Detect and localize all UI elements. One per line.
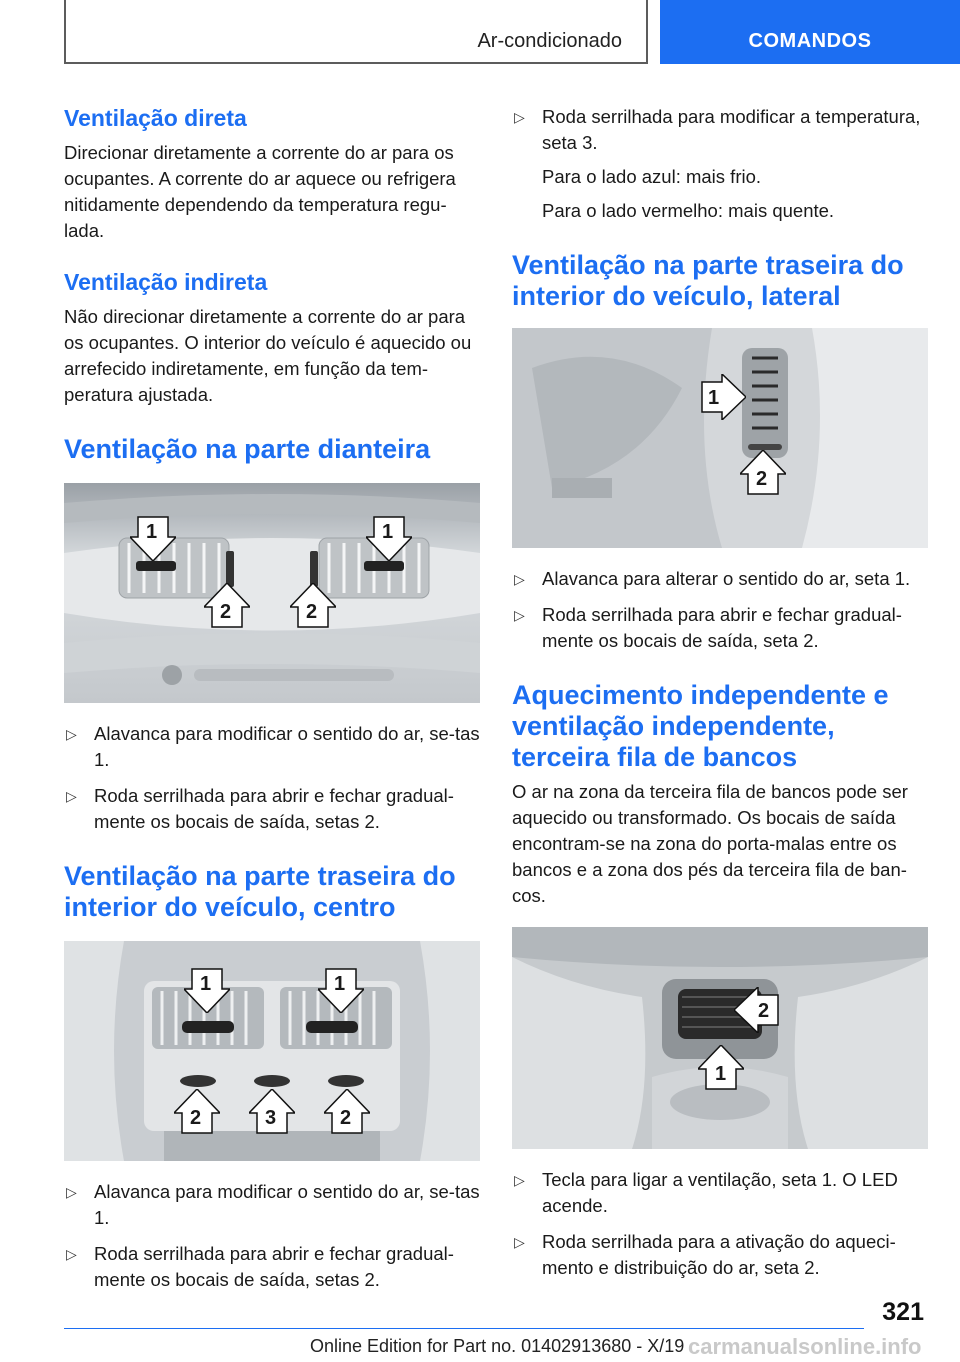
list-item: ▷ Roda serrilhada para modificar a temperatura, seta 3.	[514, 106, 921, 153]
arrow-label-3	[249, 1089, 295, 1135]
paragraph-direct-ventilation: Direcionar diretamente a corrente do ar para os ocupantes. A corrente do ar aquece ou refrigera nitidamente dependendo da temperatura regu-lada.	[64, 142, 456, 241]
list-item: ▷ Alavanca para modificar o sentido do ar, se-tas 1.	[66, 1181, 480, 1228]
third-row-vent-illustration	[512, 927, 928, 1149]
heading-third-row-climate: Aquecimento independente e ventilação independente, terceira fila de bancos	[512, 680, 889, 772]
triangle-bullet-icon: ▷	[66, 726, 77, 742]
list-item: ▷ Tecla para ligar a ventilação, seta 1. O LED acende.	[514, 1169, 898, 1216]
arrow-label-2	[740, 450, 786, 496]
third-row-climate-list	[512, 1167, 928, 1281]
front-ventilation-list	[64, 721, 480, 835]
arrow-label-1-right	[366, 515, 412, 561]
temperature-cold-note: Para o lado azul: mais frio.	[542, 166, 762, 187]
list-item: ▷ Roda serrilhada para a ativação do aqueci-mento e distribuição do ar, seta 2.	[514, 1231, 896, 1278]
triangle-bullet-icon: ▷	[514, 571, 525, 587]
footer-divider	[64, 1328, 864, 1329]
list-item: ▷ Roda serrilhada para abrir e fechar gradual-mente os bocais de saída, seta 2.	[514, 604, 902, 651]
arrow-label-1-left	[130, 515, 176, 561]
arrow-label-2-right	[324, 1089, 370, 1135]
arrow-left-icon	[734, 987, 780, 1033]
front-vents-photo	[64, 483, 480, 703]
rear-side-ventilation-list	[512, 566, 928, 654]
heading-front-ventilation: Ventilação na parte dianteira	[64, 434, 431, 464]
arrow-label-2-right	[290, 583, 336, 629]
heading-direct-ventilation: Ventilação direta	[64, 105, 247, 131]
triangle-bullet-icon: ▷	[514, 607, 525, 623]
paragraph-indirect-ventilation: Não direcionar diretamente a corrente do ar para os ocupantes. O interior do veículo é aquecido ou arrefecido indiretamente, em função da tem-peratura ajustada.	[64, 306, 472, 405]
triangle-bullet-icon: ▷	[66, 788, 77, 804]
arrow-label-2	[734, 987, 780, 1033]
arrow-right-icon	[700, 374, 746, 420]
arrow-number: 1	[200, 973, 212, 995]
arrow-number: 1	[334, 973, 346, 995]
list-item: ▷ Roda serrilhada para abrir e fechar gradual-mente os bocais de saída, setas 2.	[66, 785, 454, 832]
arrow-number: 2	[758, 1000, 770, 1022]
triangle-bullet-icon: ▷	[66, 1246, 77, 1262]
arrow-number: 1	[715, 1063, 727, 1085]
rear-side-vent-photo	[512, 328, 928, 548]
header-section-box	[64, 0, 648, 64]
arrow-number: 2	[306, 601, 318, 623]
arrow-label-1-right	[318, 967, 364, 1013]
front-vents-illustration	[64, 483, 480, 703]
left-column	[64, 104, 480, 1293]
arrow-number: 1	[146, 521, 158, 543]
temperature-warm-note: Para o lado vermelho: mais quente.	[542, 200, 835, 221]
arrow-number: 2	[756, 468, 768, 490]
footer-edition: Online Edition for Part no. 01402913680 - X/19	[310, 1336, 685, 1356]
arrow-label-1	[698, 1045, 744, 1091]
arrow-number: 2	[190, 1107, 202, 1129]
third-row-vent-photo	[512, 927, 928, 1149]
list-item: ▷ Alavanca para alterar o sentido do ar, seta 1.	[512, 566, 928, 592]
arrow-label-2-left	[174, 1089, 220, 1135]
paragraph-third-row-climate: O ar na zona da terceira fila de bancos pode ser aquecido ou transformado. Os bocais de saída encontram-se na zona do porta-malas entre os bancos e a zona dos pés da terceira fila de ban-cos.	[512, 781, 908, 906]
arrow-number: 1	[382, 521, 394, 543]
triangle-bullet-icon: ▷	[66, 1184, 77, 1200]
list-item: ▷ Roda serrilhada para abrir e fechar gradual-mente os bocais de saída, setas 2.	[66, 1243, 454, 1290]
arrow-label-1	[700, 374, 746, 420]
triangle-bullet-icon: ▷	[514, 1234, 525, 1250]
page-number: 321	[882, 1298, 924, 1326]
watermark: carmanualsonline.info	[688, 1334, 922, 1359]
arrow-number: 2	[340, 1107, 352, 1129]
arrow-number: 3	[265, 1107, 277, 1129]
arrow-number: 2	[220, 601, 232, 623]
heading-indirect-ventilation: Ventilação indireta	[64, 269, 268, 295]
heading-rear-center-ventilation: Ventilação na parte traseira do interior do veículo, centro	[64, 861, 456, 922]
header-section-title: Ar-condicionado	[477, 30, 622, 52]
header-chapter-tab: COMANDOS	[660, 0, 960, 64]
arrow-number: 1	[708, 387, 720, 409]
rear-side-vent-illustration	[512, 328, 928, 548]
right-column	[512, 104, 928, 1281]
temperature-list	[512, 104, 928, 156]
rear-center-vents-photo	[64, 941, 480, 1161]
triangle-bullet-icon: ▷	[514, 109, 525, 125]
triangle-bullet-icon: ▷	[514, 1172, 525, 1188]
list-item: ▷ Alavanca para modificar o sentido do ar, se-tas 1.	[66, 723, 480, 770]
heading-rear-side-ventilation: Ventilação na parte traseira do interior do veículo, lateral	[512, 250, 904, 311]
arrow-label-1-left	[184, 967, 230, 1013]
arrow-label-2-left	[204, 583, 250, 629]
rear-center-ventilation-list	[64, 1179, 480, 1293]
